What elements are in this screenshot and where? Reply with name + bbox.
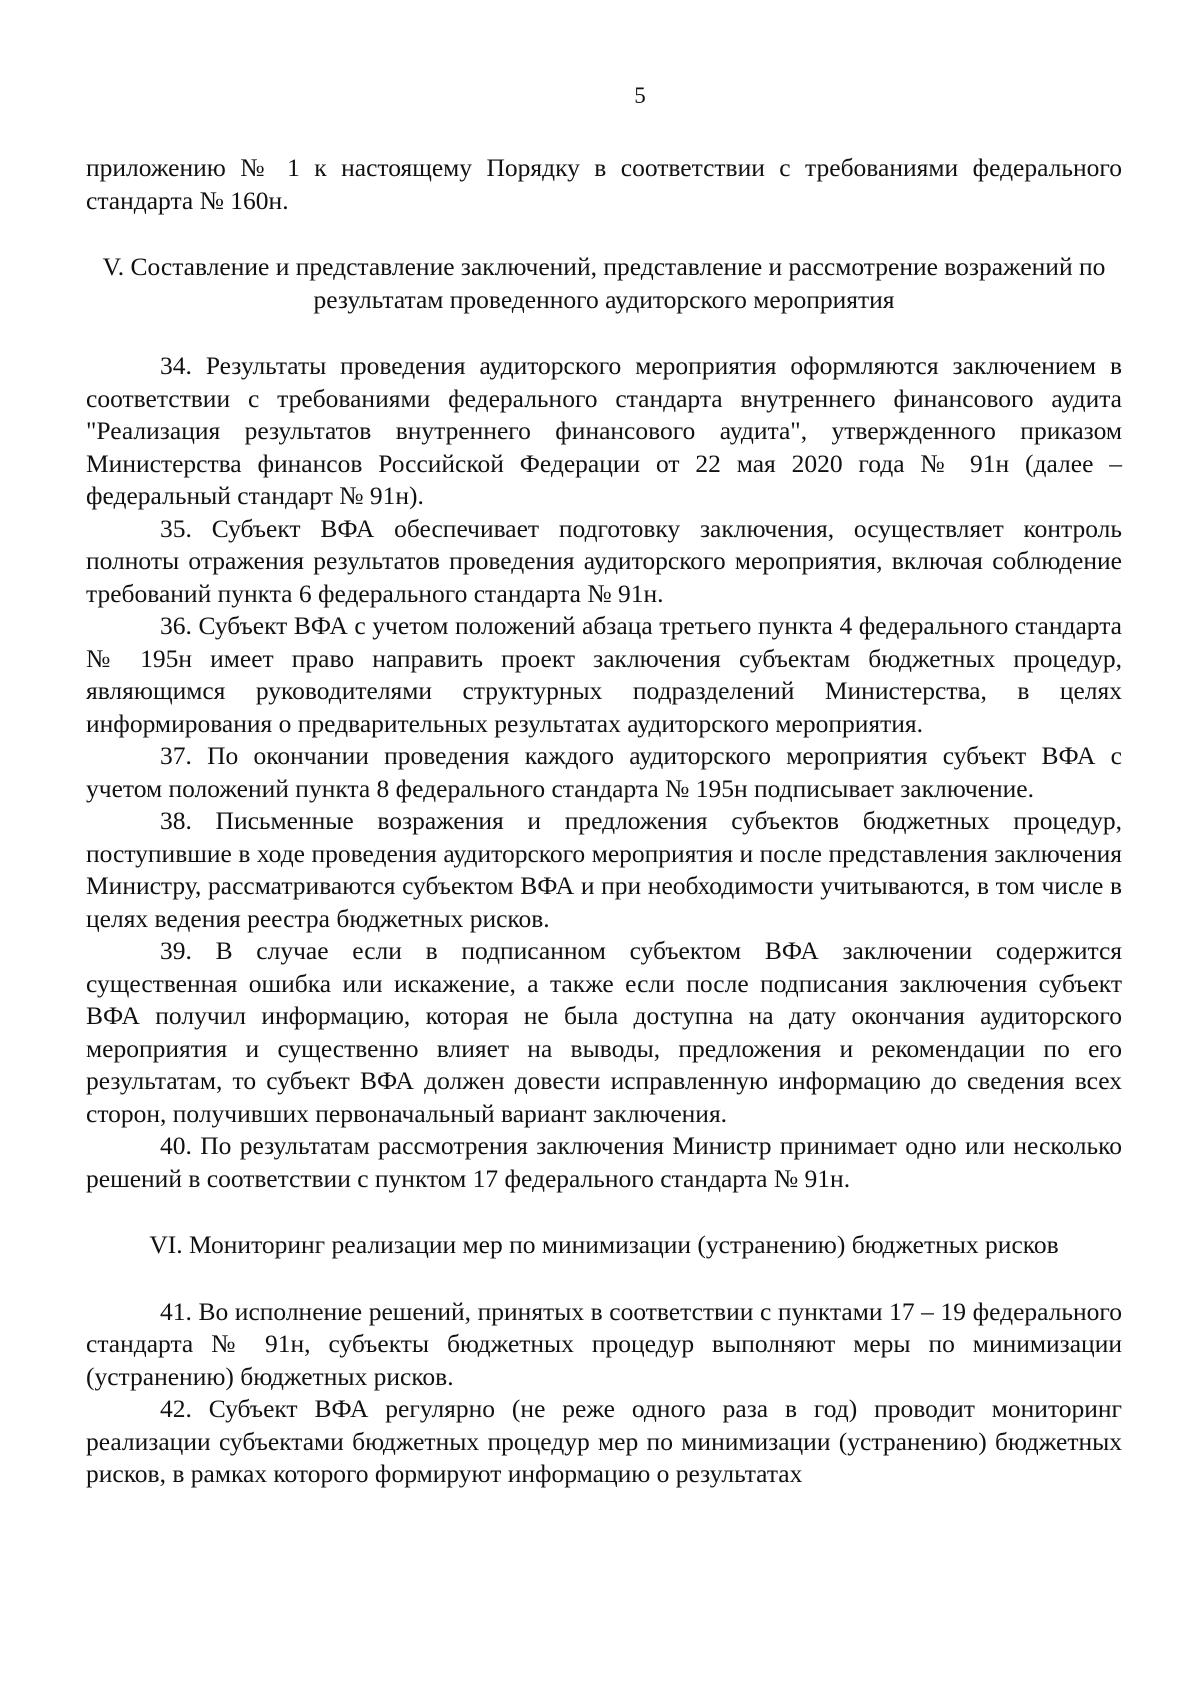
paragraph-36: 36. Субъект ВФА с учетом положений абзаца третьего пункта 4 федерального стандарта № 195н имеет право направить проект заключения субъектам бюджетных процедур, являющимся руководителями структурных подразделений Министерства, в целях информирования о предварительных результатах аудиторского мероприятия. <box>86 611 1122 738</box>
paragraph-continuation: приложению № 1 к настоящему Порядку в соответствии с требованиями федерального стандарта № 160н. <box>86 153 1122 215</box>
document-body <box>86 152 1122 1491</box>
paragraph-42: 42. Субъект ВФА регулярно (не реже одного раза в год) проводит мониторинг реализации субъектами бюджетных процедур мер по минимизации (устранению) бюджетных рисков, в рамках которого формируют информацию о результатах <box>86 1394 1122 1488</box>
paragraph-37: 37. По окончании проведения каждого аудиторского мероприятия субъект ВФА с учетом положений пункта 8 федерального стандарта № 195н подписывает заключение. <box>86 741 1122 803</box>
paragraph-35: 35. Субъект ВФА обеспечивает подготовку заключения, осуществляет контроль полноты отражения результатов проведения аудиторского мероприятия, включая соблюдение требований пункта 6 федерального стандарта № 91н. <box>86 513 1122 608</box>
section-heading-v: V. Составление и представление заключений, представление и рассмотрение возражений по результатам проведенного аудиторского мероприятия <box>102 252 1106 314</box>
page-number: 5 <box>634 83 646 108</box>
paragraph-38: 38. Письменные возражения и предложения субъектов бюджетных процедур, поступившие в ходе проведения аудиторского мероприятия и после представления заключения Министру, рассматриваются субъектом ВФА и при необходимости учитываются, в том числе в целях ведения реестра бюджетных рисков. <box>86 806 1122 933</box>
paragraph-40: 40. По результатам рассмотрения заключения Министр принимает одно или несколько решений в соответствии с пунктом 17 федерального стандарта № 91н. <box>86 1131 1122 1193</box>
section-heading-vi: VI. Мониторинг реализации мер по минимизации (устранению) бюджетных рисков <box>149 1230 1059 1259</box>
paragraph-41: 41. Во исполнение решений, принятых в соответствии с пунктами 17 – 19 федерального стандарта № 91н, субъекты бюджетных процедур выполняют меры по минимизации (устранению) бюджетных рисков. <box>86 1296 1122 1391</box>
paragraph-34: 34. Результаты проведения аудиторского мероприятия оформляются заключением в соответствии с требованиями федерального стандарта внутреннего финансового аудита "Реализация результатов внутреннего финансового аудита", утвержденного приказом Министерства финансов Российской Федерации от 22 мая 2020 года № 91н (далее – федеральный стандарт № 91н). <box>86 351 1122 510</box>
paragraph-39: 39. В случае если в подписанном субъектом ВФА заключении содержится существенная ошибка или искажение, а также если после подписания заключения субъект ВФА получил информацию, которая не была доступна на дату окончания аудиторского мероприятия и существенно влияет на выводы, предложения и рекомендации по его результатам, то субъект ВФА должен довести исправленную информацию до сведения всех сторон, получивших первоначальный вариант заключения. <box>86 936 1122 1128</box>
